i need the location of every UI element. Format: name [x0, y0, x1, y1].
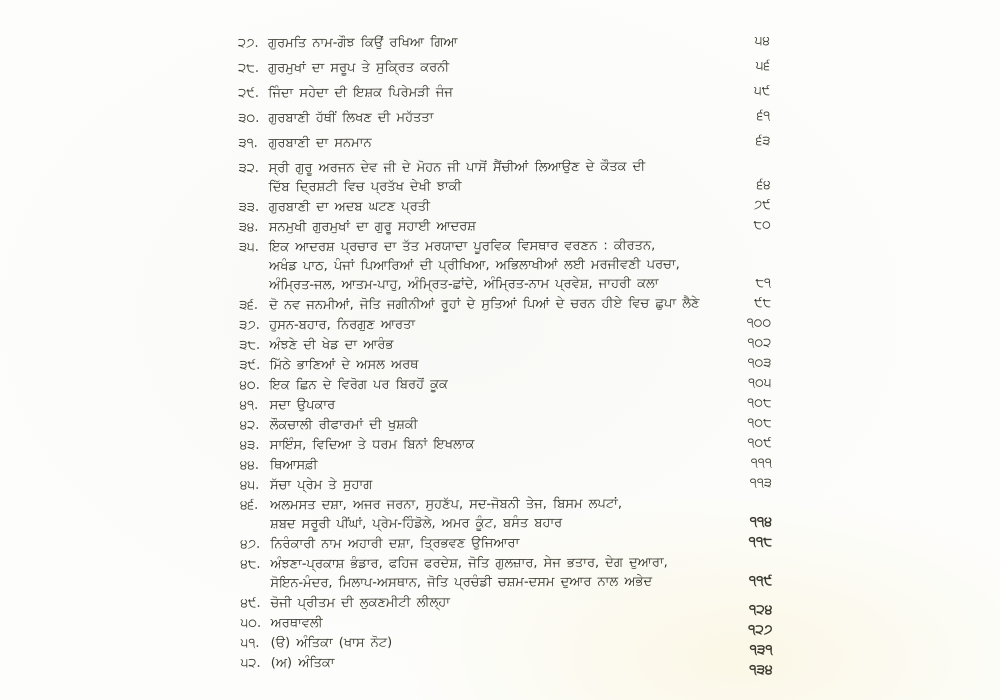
toc-entry-line: ਅਖੰਡ ਪਾਠ, ਪੰਜਾਂ ਪਿਆਰਿਆਂ ਦੀ ਪ੍ਰੀਖਿਆ, ਅਭਿਲਾਖੀਆਂ ਲਈ ਮਰਜੀਵਣੀ ਪਰਚਾ, [268, 257, 680, 274]
table-of-contents [238, 32, 773, 678]
toc-entry-title [268, 57, 724, 78]
toc-entry [238, 82, 770, 103]
toc-entry-line: ਸਦਾ ਉਪਕਾਰ [269, 397, 336, 413]
toc-entry-page-number: ੧੦੯ [747, 435, 772, 451]
toc-entry-number: ੫੨. [240, 655, 261, 671]
toc-entry-line: ਹੁਸਨ-ਬਹਾਰ, ਨਿਰਗੁਣ ਆਰਤਾ [269, 317, 416, 333]
toc-entry [239, 334, 771, 355]
toc-entry-line: (ਅ) ਅੰਤਿਕਾ [270, 655, 335, 671]
toc-entry-number: ੨੯. [238, 85, 260, 101]
toc-entry-title [270, 592, 726, 613]
toc-entry [239, 374, 771, 395]
toc-entry-title [269, 294, 725, 315]
toc-entry [240, 533, 772, 554]
toc-entry-title [269, 354, 725, 375]
toc-entry-title [270, 494, 726, 534]
toc-entry-page-number: ੧੦੩ [747, 355, 772, 371]
toc-entry-number: ੩੧. [238, 135, 258, 151]
toc-entry-page-number: ੬੪ [756, 177, 771, 193]
toc-entry-line: ਗੁਰਮਤਿ ਨਾਮ-ਗੌਝ ਕਿਉਂ ਰਖਿਆ ਗਿਆ [268, 35, 458, 51]
toc-entry-number: ੩੪. [238, 219, 259, 235]
toc-entry-page-number: ੧੦੦ [746, 315, 772, 331]
toc-entry-line: ਦੋ ਨਵ ਜਨਮੀਆਂ, ਜੋਤਿ ਜਗੀਨੀਆਂ ਰੂਹਾਂ ਦੇ ਸੁਤਿਆਂ ਪਿਆਂ ਦੇ ਚਰਨ ਹੀਏ ਵਿਚ ਛੁਪਾ ਲੈਣੇ [269, 295, 700, 313]
toc-entry-number: ੨੮. [238, 60, 259, 76]
toc-entry-line: ਅਰਥਾਵਲੀ [270, 615, 323, 631]
toc-entry [238, 132, 770, 153]
toc-entry [239, 294, 771, 315]
toc-entry-title [269, 314, 725, 335]
toc-entry [240, 632, 773, 658]
toc-entry [239, 157, 771, 197]
toc-entry-line: ਲੌਕਚਾਲੀ ਰੀਫਾਰਮਾਂ ਦੀ ਖੁਸ਼ਕੀ [269, 417, 418, 433]
toc-entry-line: ਗੁਰਬਾਣੀ ਦਾ ਸਨਮਾਨ [268, 135, 372, 151]
toc-entry [240, 454, 772, 475]
toc-entry-title [271, 632, 727, 653]
toc-entry-page-number: ੧੩੧ [749, 641, 773, 658]
toc-entry-number: ੪੪. [239, 457, 260, 473]
toc-entry-title [269, 374, 725, 395]
toc-entry-title [270, 414, 726, 435]
toc-entry-line: ਅਲਮਸਤ ਦਸ਼ਾ, ਅਜਰ ਜਰਨਾ, ਸੁਹਣੱਪ, ਸਦ-ਜੋਬਨੀ ਤੇਜ, ਬਿਸਮ ਲਪਟਾਂ, [270, 496, 623, 513]
toc-entry-line: ਸਨਮੁਖੀ ਗੁਰਮੁਖਾਂ ਦਾ ਗੁਰੂ ਸਹਾਈ ਆਦਰਸ਼ [268, 218, 476, 235]
toc-entry-page-number: ੧੦੮ [747, 395, 772, 411]
toc-entry-number: ੩੦. [238, 110, 260, 126]
toc-entry-title [268, 132, 724, 153]
toc-entry-title [269, 157, 725, 197]
toc-entry-number: ੩੩. [238, 199, 260, 215]
toc-entry [239, 314, 771, 335]
toc-entry-number: ੩੬. [239, 297, 259, 313]
toc-entry-line: ਸ੍ਰੀ ਗੁਰੂ ਅਰਜਨ ਦੇਵ ਜੀ ਦੇ ਮੋਹਨ ਜੀ ਪਾਸੋਂ ਸੈਂਚੀਆਂ ਲਿਆਉਣ ਦੇ ਕੌਤਕ ਦੀ [268, 159, 646, 176]
toc-entry-line: ਇਕ ਆਦਰਸ਼ ਪ੍ਰਚਾਰ ਦਾ ਤੱਤ ਮਰਯਾਦਾ ਪੂਰਵਿਕ ਵਿਸਥਾਰ ਵਰਣਨ : ਕੀਰਤਨ, [268, 238, 656, 255]
toc-entry-title [269, 216, 725, 237]
toc-entry-number: ੩੭. [239, 317, 260, 333]
toc-entry-number: ੨੭. [238, 35, 259, 51]
toc-entry-line: ਜਿੰਦਾ ਸਹੇਦਾ ਦੀ ਇਸ਼ਕ ਪਿਰੇਮੜੀ ਜੰਜ [268, 85, 453, 101]
toc-entry-page-number: ੧੨੭ [748, 621, 773, 638]
toc-entry [240, 592, 773, 618]
toc-entry-page-number: ੫੬ [755, 58, 771, 74]
toc-entry [240, 414, 772, 435]
toc-entry-line: ਸੱਚਾ ਪ੍ਰੇਮ ਤੇ ਸੁਹਾਗ [269, 477, 373, 493]
toc-entry-page-number: ੧੧੪ [749, 513, 773, 530]
toc-entry-line: ਗੁਰਬਾਣੀ ਹੱਥੀਂ ਲਿਖਣ ਦੀ ਮਹੱਤਤਾ [268, 110, 434, 126]
toc-entry-number: ੩੯. [239, 357, 261, 373]
toc-entry-title [270, 474, 726, 495]
toc-entry-page-number: ੭੯ [753, 197, 771, 213]
toc-entry [240, 612, 773, 638]
toc-entry-page-number: ੧੧੧ [750, 455, 772, 471]
toc-entry-number: ੪੩. [239, 437, 260, 453]
toc-entry [238, 107, 770, 128]
toc-entry-title [271, 652, 727, 673]
toc-entry-line: ਥਿਆਸਫ਼ੀ [269, 457, 318, 473]
toc-entry-number: ੪੨. [239, 417, 260, 433]
toc-entry-line: ਅੰਝਣਾ-ਪ੍ਰਕਾਸ਼ ਭੰਡਾਰ, ਫਹਿਜ ਫਰਦੇਸ਼, ਜੋਤਿ ਗੁਲਜ਼ਾਰ, ਸੇਜ ਭਤਾਰ, ਦੇਗ ਦੁਆਰਾ, [270, 555, 668, 572]
toc-entry [240, 553, 772, 593]
toc-entry [240, 434, 772, 455]
toc-entry-page-number: ੫੯ [754, 83, 771, 99]
toc-entry-page-number: ੫੪ [754, 33, 771, 49]
toc-entry [239, 196, 771, 217]
toc-entry-number: ੩੮. [239, 337, 261, 353]
toc-entry-title [270, 553, 726, 593]
toc-entry-line: ਗੁਰਮੁਖਾਂ ਦਾ ਸਰੂਪ ਤੇ ਸੁਕ੍ਰਿਤ ਕਰਨੀ [268, 60, 450, 76]
toc-entry-title [270, 434, 726, 455]
toc-entry [240, 494, 772, 534]
toc-entry-page-number: ੧੩੪ [749, 661, 773, 678]
toc-entry-title [269, 196, 725, 217]
toc-entry-title [268, 82, 724, 103]
toc-entry [240, 394, 772, 415]
toc-entry-page-number: ੮੧ [755, 275, 772, 291]
toc-entry-title [270, 533, 726, 554]
toc-entry-page-number: ੧੦੨ [747, 335, 772, 351]
toc-entry-line: ਮਿੱਠੇ ਭਾਣਿਆਂ ਦੇ ਅਸਲ ਅਰਥ [269, 357, 419, 373]
toc-entry-page-number: ੧੨੪ [748, 601, 773, 618]
toc-entry-page-number: ੮੦ [753, 217, 771, 233]
toc-entry-title [268, 32, 724, 53]
toc-entry-number: ੪੫. [239, 477, 260, 493]
toc-entry [239, 216, 771, 237]
toc-entry-title [269, 334, 725, 355]
toc-entry-line: ਸੋਇਨ-ਮੰਦਰ, ਮਿਲਾਪ-ਅਸਥਾਨ, ਜੋਤਿ ਪ੍ਰਚੰਡੀ ਚਸ਼ਮ-ਦਸਮ ਦੁਆਰ ਨਾਲ ਅਭੇਦ [270, 574, 653, 591]
toc-entry [238, 57, 770, 78]
toc-entry-line: ਗੁਰਬਾਣੀ ਦਾ ਅਦਬ ਘਟਣ ਪ੍ਰਤੀ [268, 199, 431, 215]
toc-entry-number: ੩੫. [238, 239, 259, 255]
toc-entry-page-number: ੧੦੮ [747, 415, 772, 431]
toc-entry [239, 354, 771, 375]
toc-entry-page-number: ੬੧ [756, 108, 771, 124]
toc-entry-page-number: ੬੩ [755, 133, 771, 149]
toc-entry-number: ੪੮. [240, 556, 261, 572]
toc-entry-title [270, 394, 726, 415]
toc-entry-line: ਨਿਰੰਕਾਰੀ ਨਾਮ ਅਹਾਰੀ ਦਸ਼ਾ, ਤ੍ਰਿਭਵਣ ਉਜਿਆਰਾ [270, 535, 520, 552]
toc-entry-number: ੪੧. [239, 397, 259, 413]
toc-entry-page-number: ੧੧੮ [748, 533, 773, 550]
toc-entry-line: ਸ਼ਬਦ ਸਰੂਰੀ ਪੀਂਘਾਂ, ਪ੍ਰੇਮ-ਹਿੰਡੋਲੇ, ਅਮਰ ਕੂੰਟ, ਬਸੰਤ ਬਹਾਰ [270, 515, 563, 532]
toc-entry-page-number: ੯੮ [754, 295, 772, 311]
toc-entry-number: ੪੭. [240, 536, 261, 552]
toc-entry-number: ੫੦. [240, 615, 262, 631]
toc-entry-line: ਚੋਜੀ ਪ੍ਰੀਤਮ ਦੀ ਲੁਕਣਮੀਟੀ ਲੀਲ੍ਹਾ [270, 595, 450, 611]
toc-entry-title [269, 236, 725, 295]
toc-entry-title [270, 454, 726, 475]
toc-entry [238, 32, 770, 53]
toc-entry-line: ਦਿੱਬ ਦ੍ਰਿਸ਼ਟੀ ਵਿਚ ਪ੍ਰਤੱਖ ਦੇਖੀ ਝਾਕੀ [268, 179, 462, 195]
toc-entry-line: ਇਕ ਛਿਨ ਦੇ ਵਿਰੋਗ ਪਰ ਬਿਰਹੋਂ ਕੂਕ [269, 377, 448, 393]
toc-entry-number: ੫੧. [240, 635, 260, 651]
toc-entry-page-number: ੧੦੫ [748, 375, 772, 391]
toc-entry-number: ੪੯. [240, 595, 261, 611]
toc-entry-number: ੪੬. [240, 497, 259, 513]
toc-entry-line: ਅੰਝਣੇ ਦੀ ਖੇਡ ਦਾ ਆਰੰਭ [269, 337, 394, 353]
toc-entry-number: ੪੦. [239, 377, 260, 393]
toc-entry [239, 236, 771, 295]
toc-entry [240, 474, 772, 495]
toc-entry-page-number: ੧੧੩ [749, 475, 772, 491]
toc-entry [240, 652, 773, 678]
toc-entry-title [268, 107, 724, 128]
toc-entry-page-number: ੧੧੯ [748, 572, 773, 589]
toc-entry-line: ਅੰਮ੍ਰਿਤ-ਜਲ, ਆਤਮ-ਪਾਹੁ, ਅੰਮ੍ਰਿਤ-ਛਾਂਦੇ, ਅੰਮ੍ਰਿਤ-ਨਾਮ ਪ੍ਰਵੇਸ਼, ਜਾਹਰੀ ਕਲਾ [269, 276, 659, 293]
toc-entry-number: ੩੨. [238, 160, 259, 176]
toc-entry-title [271, 612, 727, 633]
toc-entry-line: (ੳ) ਅੰਤਿਕਾ (ਖਾਸ ਨੋਟ) [270, 635, 393, 651]
toc-entry-line: ਸਾਇੰਸ, ਵਿਦਿਆ ਤੇ ਧਰਮ ਬਿਨਾਂ ਇਖਲਾਕ [269, 436, 475, 453]
